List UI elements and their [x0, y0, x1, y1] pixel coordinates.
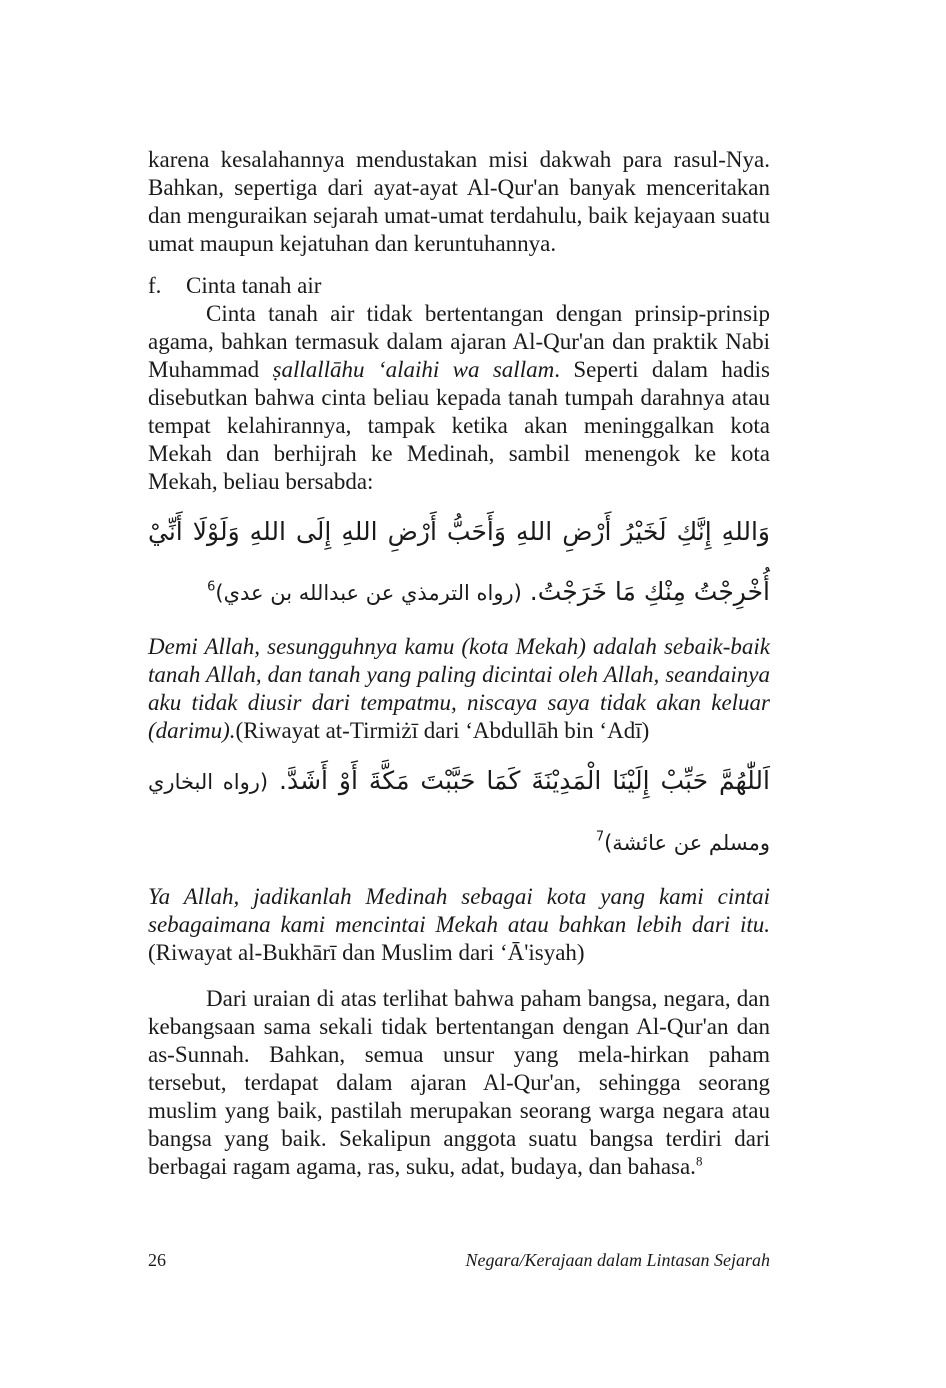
- footnote-ref-8: 8: [695, 1153, 703, 1169]
- hadith2-translation: [148, 883, 770, 967]
- paragraph-conclusion: [148, 985, 770, 1181]
- footnote-ref-6: 6: [207, 579, 216, 595]
- hadith1-source: (Riwayat at-Tirmiżī dari ‘Abdullāh bin ‘Adī): [235, 718, 650, 743]
- hadith2-source: (Riwayat al-Bukhārī dan Muslim dari ‘Ā'isyah): [148, 940, 585, 965]
- section-heading: [148, 272, 770, 300]
- page-number: 26: [148, 1250, 166, 1270]
- hadith1-citation: (رواه الترمذي عن عبدالله بن عدي): [215, 581, 522, 605]
- hadith1-translation-text: Demi Allah, sesungguhnya kamu (kota Mekah) adalah sebaik-baik tanah Allah, dan tanah yang paling dicintai oleh Allah, seandainya aku tidak diusir dari tempatmu, niscaya saya tidak akan keluar (darimu).: [148, 634, 770, 743]
- running-title: Negara/Kerajaan dalam Lintasan Sejarah: [465, 1250, 770, 1270]
- para2-honorific: ṣallallāhu ‘alaihi wa sallam: [272, 357, 555, 382]
- para2-text-a: Cinta tanah air tidak bertentangan dengan prinsip-prinsip agama, bahkan termasuk dalam ajaran Al-Qur'an dan praktik Nabi Muhammad: [148, 301, 770, 382]
- hadith1-arabic-text: وَاللهِ إِنَّكِ لَخَيْرُ أَرْضِ اللهِ وَأَحَبُّ أَرْضِ اللهِ إِلَى اللهِ وَلَوْلَا أَنِّيْ أُخْرِجْتُ مِنْكِ مَا خَرَجْتُ.: [148, 517, 770, 606]
- hadith2-arabic: [148, 751, 770, 873]
- footnote-ref-7: 7: [595, 829, 605, 845]
- para3-text: Dari uraian di atas terlihat bahwa paham bangsa, negara, dan kebangsaan sama sekali tidak bertentangan dengan Al-Qur'an dan as-Sunnah. Bahkan, semua unsur yang mela-hirkan paham tersebut, terdapat dalam ajaran Al-Qur'an, sehingga seorang muslim yang baik, pastilah merupakan seorang warga negara atau bangsa yang baik. Sekalipun anggota suatu bangsa terdiri dari berbagai ragam agama, ras, suku, adat, budaya, dan bahasa.: [148, 986, 770, 1179]
- hadith1-arabic: [148, 502, 770, 623]
- paragraph-continuation: karena kesalahannya mendustakan misi dakwah para rasul-Nya. Bahkan, sepertiga dari ayat-ayat Al-Qur'an banyak menceritakan dan menguraikan sejarah umat-umat terdahulu, baik kejayaan suatu umat maupun kejatuhan dan keruntuhannya.: [148, 147, 770, 256]
- hadith1-translation: [148, 633, 770, 745]
- hadith2-translation-text: Ya Allah, jadikanlah Medinah sebagai kota yang kami cintai sebagaimana kami mencintai Mekah atau bahkan lebih dari itu.: [148, 884, 770, 937]
- hadith2-arabic-text: اَللّٰهُمَّ حَبِّبْ إِلَيْنَا الْمَدِيْنَةَ كَمَا حَبَّبْتَ مَكَّةَ أَوْ أَشَدَّ.: [279, 766, 770, 795]
- hadith2-citation: (رواه البخاري ومسلم عن عائشة): [148, 770, 770, 855]
- para2-text-b: . Seperti dalam hadis disebutkan bahwa cinta beliau kepada tanah tumpah darahnya atau tempat kelahirannya, tampak ketika akan meninggalkan kota Mekah dan berhijrah ke Medinah, sambil menengok ke kota Mekah, beliau bersabda:: [148, 357, 770, 494]
- page-body: [148, 146, 770, 1181]
- paragraph-cinta-tanah-air: [148, 300, 770, 496]
- section-title: Cinta tanah air: [186, 273, 322, 298]
- section-label: f.: [148, 273, 162, 298]
